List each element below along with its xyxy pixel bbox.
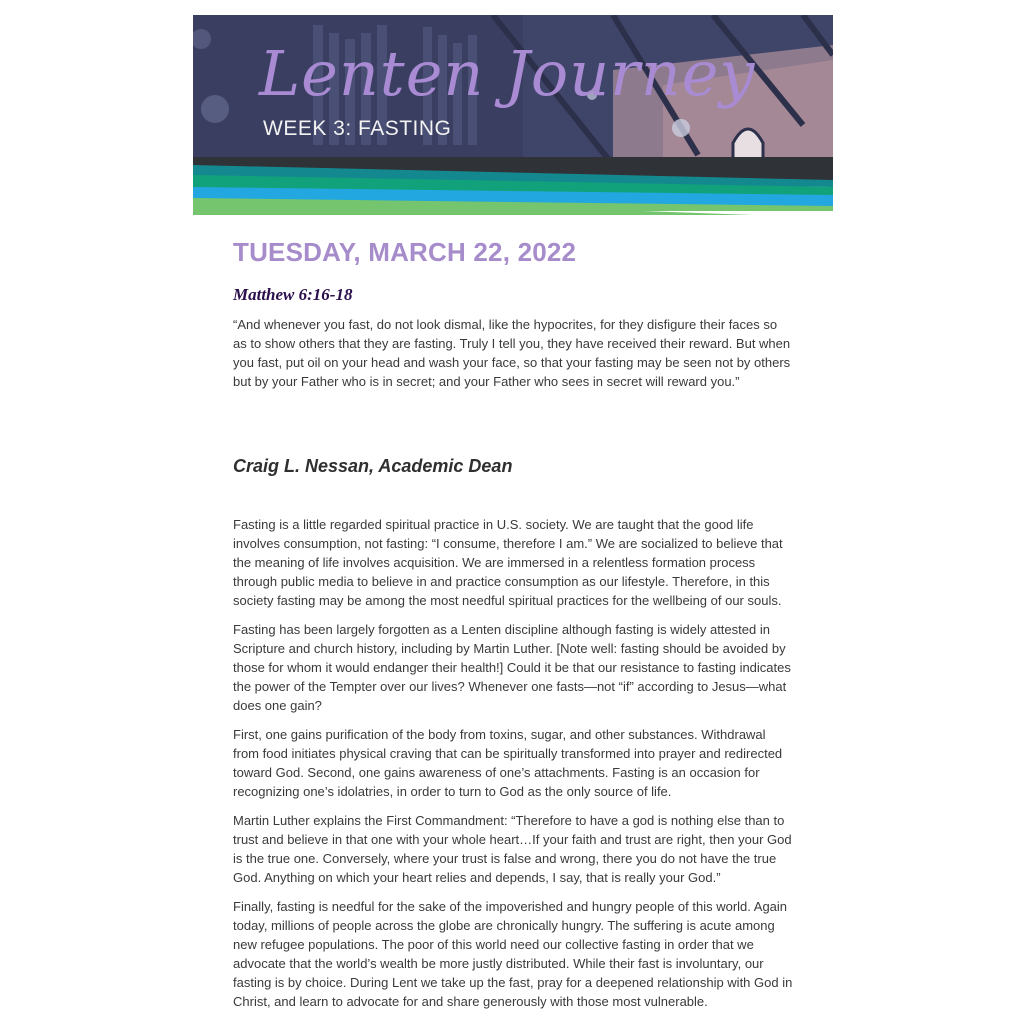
banner-subtitle: WEEK 3: FASTING xyxy=(263,117,452,140)
banner-script-title: Lenten Journey xyxy=(259,37,756,110)
scripture-text: “And whenever you fast, do not look dismal, like the hypocrites, for they disfigure their faces so as to show others that they are fasting. Truly I tell you, they have received their reward. But when you fast, put oil on your head and wash your face, so that your fasting may be seen not by others but by your Father who is in secret; and your Father who sees in secret will reward you.” xyxy=(233,317,791,389)
scripture-reference: Matthew 6:16-18 xyxy=(233,285,353,304)
devotional-email xyxy=(193,15,833,1011)
reflection-paragraph-4: Martin Luther explains the First Commandment: “Therefore to have a god is nothing else than to trust and believe in that one with your whole heart…If your faith and trust are right, then your God is the true one. Conversely, where your trust is false and wrong, there you do not have the true God. Anything on which your heart relies and depends, I say, that is really your God.” xyxy=(233,813,792,885)
reflection-paragraph-2: Fasting has been largely forgotten as a Lenten discipline although fasting is widely attested in Scripture and church history, including by Martin Luther. [Note well: fasting should be avoided by those for whom it would endanger their health!] Could it be that our resistance to fasting indicates the power of the Tempter over our lives? Whenever one fasts—not “if” according to Jesus—what does one gain? xyxy=(233,622,791,713)
reflection-paragraph-5: Finally, fasting is needful for the sake of the impoverished and hungry people of this world. Again today, millions of people across the globe are chronically hungry. The suffering is acute among new refugee populations. The poor of this world need our collective fasting in order that we advocate that the world’s wealth be more justly distributed. While their fast is involuntary, our fasting is by choice. During Lent we take up the fast, pray for a deepened relationship with God in Christ, and learn to advocate for and share generously with those most vulnerable. xyxy=(233,899,793,1009)
reflection-paragraph-1: Fasting is a little regarded spiritual practice in U.S. society. We are taught that the good life involves consumption, not fasting: “I consume, therefore I am.” We are socialized to believe that the meaning of life involves acquisition. We are immersed in a relentless formation process through public media to believe in and practice consumption as our lifestyle. Therefore, in this society fasting may be among the most needful spiritual practices for the wellbeing of our souls. xyxy=(233,517,783,608)
author-byline: Craig L. Nessan, Academic Dean xyxy=(233,456,513,476)
devotional-date: TUESDAY, MARCH 22, 2022 xyxy=(233,237,577,267)
header-banner xyxy=(193,15,833,218)
reflection-paragraph-3: First, one gains purification of the body from toxins, sugar, and other substances. Withdrawal from food initiates physical craving that can be spiritually transformed into prayer and redirected toward God. Second, one gains awareness of one’s attachments. Fasting is an occasion for recognizing one’s idolatries, in order to turn to God as the only source of life. xyxy=(233,727,783,799)
devotional-content xyxy=(193,236,833,1011)
